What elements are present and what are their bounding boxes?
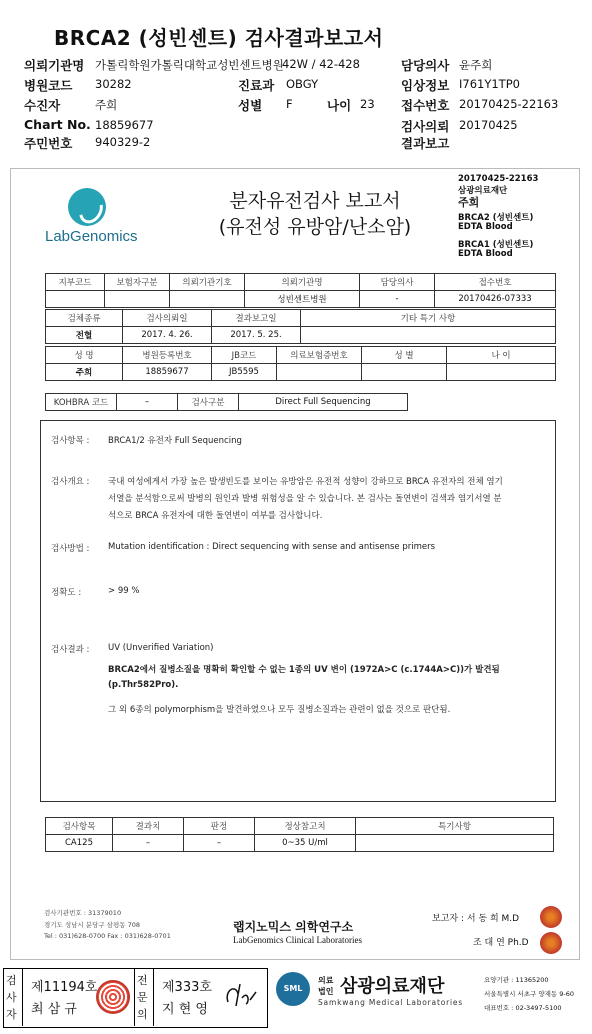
label-receipt-no: 접수번호 [401, 98, 450, 113]
table-cell: 0~35 U/ml [255, 835, 356, 852]
table-header: 검사의뢰일 [123, 310, 212, 327]
value-sex: F [286, 97, 293, 111]
label-hospital-code: 병원코드 [24, 78, 73, 93]
table-header: 검사항목 [46, 818, 113, 835]
table-header: 결과보고일 [212, 310, 301, 327]
table-header: 정상참고치 [255, 818, 356, 835]
test-type-value: Direct Full Sequencing [239, 394, 408, 411]
result-line-2: (p.Thr582Pro). [108, 680, 179, 690]
info-table-3 [45, 346, 556, 381]
institute-name: 랩지노믹스 의학연구소 [233, 920, 354, 934]
value-clinical-info: I761Y1TP0 [459, 77, 520, 91]
table-header: 검체종류 [46, 310, 123, 327]
label-id-no: 주민번호 [24, 136, 73, 151]
table-header: 의료보험증번호 [277, 347, 362, 364]
table-cell [277, 364, 362, 381]
kohbra-value: – [117, 394, 178, 411]
method-label: 검사방법 : [51, 544, 90, 554]
org-info-1: 요양기관 : 11365200 [484, 976, 549, 984]
footer-line-1: 검사기관번호 : 31379010 [44, 909, 122, 917]
tester-label: 검사자 [6, 974, 17, 1021]
label-department: 진료과 [238, 78, 275, 93]
value-doctor: 윤주희 [459, 58, 493, 72]
footer-line-3: Tel : 031)628-0700 Fax : 031)628-0701 [44, 932, 171, 940]
side-test2: BRCA1 (성빈센트) [458, 240, 534, 250]
summary-line-3: 석으로 BRCA 유전자에 대한 돌연변이 여부를 검사합니다. [108, 511, 323, 521]
side-test1: BRCA2 (성빈센트) [458, 213, 534, 223]
result-line-1: BRCA2에서 질병소질을 명확히 확인할 수 없는 1종의 UV 변이 (1972A>C (c.1744A>C))가 발견됨 [108, 665, 500, 675]
method-value: Mutation identification : Direct sequencing with sense and antisense primers [108, 542, 436, 552]
value-department: OBGY [286, 77, 319, 91]
summary-label: 검사개요 : [51, 477, 90, 487]
label-result-report: 결과보고 [401, 136, 450, 151]
table-cell [362, 364, 447, 381]
table-header: 지부코드 [46, 274, 105, 291]
item-value: BRCA1/2 유전자 Full Sequencing [108, 436, 242, 446]
accuracy-label: 정확도 : [51, 588, 82, 598]
value-chart-no: 18859677 [95, 118, 154, 132]
report-main-title: 분자유전검사 보고서 [229, 190, 401, 212]
table-header: 나 이 [447, 347, 556, 364]
org-info-2: 서울특별시 서초구 양재동 9-60 [484, 990, 575, 998]
label-request-date: 검사의뢰 [401, 119, 450, 134]
org-name: 삼광의료재단 [340, 976, 445, 997]
table-header: 의뢰기관기호 [170, 274, 245, 291]
item-label: 검사항목 : [51, 436, 90, 446]
seal-icon [540, 906, 562, 928]
table-header: 성 별 [362, 347, 447, 364]
value-receipt-no: 20170425-22163 [459, 97, 559, 111]
info-table-1 [45, 273, 556, 308]
table-header: 보험자구분 [105, 274, 170, 291]
test-type-label: 검사구분 [178, 394, 239, 411]
doctor-no: 제333호 [162, 980, 212, 995]
table-cell: 2017. 5. 25. [212, 327, 301, 344]
divider [22, 968, 23, 1026]
table-cell: CA125 [46, 835, 113, 852]
table-header: 의뢰기관명 [245, 274, 360, 291]
table-header: 특기사항 [356, 818, 554, 835]
summary-line-1: 국내 여성에게서 가장 높은 발생빈도를 보이는 유방암은 유전적 성향이 강하므로 BRCA 유전자의 전체 염기 [108, 477, 503, 487]
value-age: 23 [360, 97, 375, 111]
side-specimen1: EDTA Blood [458, 222, 513, 232]
result-label: 검사결과 : [51, 645, 90, 655]
tester-no: 제11194호 [31, 980, 98, 995]
side-org: 삼광의료재단 [458, 186, 508, 196]
label-patient: 수진자 [24, 98, 61, 113]
kohbra-table [45, 393, 408, 411]
value-hospital-code: 30282 [95, 77, 132, 91]
accuracy-value: > 99 % [108, 586, 140, 596]
label-age: 나이 [327, 98, 352, 113]
value-request-date: 20170425 [459, 118, 518, 132]
doctor-name: 지 현 영 [162, 1002, 208, 1017]
value-id-no: 940329-2 [95, 135, 151, 149]
table-cell [170, 291, 245, 308]
marker-table [45, 817, 554, 852]
label-clinical-info: 임상정보 [401, 78, 450, 93]
table-header: 접수번호 [435, 274, 556, 291]
org-prefix-1: 의료 [318, 976, 334, 985]
table-header: 판정 [184, 818, 255, 835]
summary-line-2: 서열을 분석함으로써 발병의 원인과 발병 위험성을 알 수 있습니다. 본 검사는 돌연변이 검색과 염기서열 분 [108, 494, 502, 504]
org-name-en: Samkwang Medical Laboratories [318, 998, 463, 1007]
report-sub-title: (유전성 유방암/난소암) [218, 216, 412, 238]
table-cell [356, 835, 554, 852]
table-cell: 주희 [46, 364, 123, 381]
logo-text: LabGenomics [45, 228, 138, 245]
doctor-label: 전문의 [137, 974, 148, 1021]
table-cell [301, 327, 556, 344]
institute-name-en: LabGenomics Clinical Laboratories [233, 935, 362, 945]
table-header: 병원등록번호 [123, 347, 212, 364]
result-extra: 그 외 6종의 polymorphism을 발견하였으나 모두 질병소질과는 관련이 없을 것으로 판단됨. [108, 705, 451, 715]
info-table-2 [45, 309, 556, 344]
divider [153, 968, 154, 1026]
label-doctor: 담당의사 [401, 58, 450, 73]
side-specimen2: EDTA Blood [458, 249, 513, 259]
label-institution: 의뢰기관명 [24, 58, 85, 73]
table-cell: – [184, 835, 255, 852]
value-patient: 주희 [95, 98, 118, 112]
footer-line-2: 경기도 성남시 분당구 삼평동 708 [44, 921, 141, 929]
side-patient: 주희 [458, 196, 480, 209]
label-sex: 성별 [238, 98, 263, 113]
tester-name: 최 삼 규 [31, 1002, 77, 1017]
table-cell [447, 364, 556, 381]
side-receipt: 20170425-22163 [458, 174, 539, 184]
label-chart-no: Chart No. [24, 117, 91, 132]
sml-logo-icon: SML [276, 972, 310, 1006]
reporter-1: 보고자 : 서 동 희 M.D [432, 914, 520, 924]
table-cell: JB5595 [212, 364, 277, 381]
report-title: BRCA2 (성빈센트) 검사결과보고서 [54, 26, 384, 50]
reporter-2: 조 대 연 Ph.D [473, 938, 529, 948]
table-cell: – [113, 835, 184, 852]
value-ward: 42W / 42-428 [282, 57, 360, 71]
value-institution: 가톨릭학원가톨릭대학교성빈센트병원 [95, 58, 284, 72]
table-cell: 20170426-07333 [435, 291, 556, 308]
table-header: 기타 특기 사항 [301, 310, 556, 327]
table-header: 담당의사 [360, 274, 435, 291]
table-cell: 18859677 [123, 364, 212, 381]
table-cell: - [360, 291, 435, 308]
table-cell [105, 291, 170, 308]
table-header: 성 명 [46, 347, 123, 364]
table-header: 결과치 [113, 818, 184, 835]
divider [134, 968, 135, 1026]
org-info-3: 대표번호 : 02-3497-5100 [484, 1004, 562, 1012]
result-value: UV (Unverified Variation) [108, 643, 214, 653]
table-header: JB코드 [212, 347, 277, 364]
table-cell: 성빈센트병원 [245, 291, 360, 308]
table-cell [46, 291, 105, 308]
table-cell: 2017. 4. 26. [123, 327, 212, 344]
kohbra-label: KOHBRA 코드 [46, 394, 117, 411]
org-prefix-2: 법인 [318, 987, 334, 996]
seal-icon [540, 932, 562, 954]
tester-seal-icon [96, 980, 130, 1014]
signature-icon [222, 980, 260, 1010]
table-cell: 전혈 [46, 327, 123, 344]
